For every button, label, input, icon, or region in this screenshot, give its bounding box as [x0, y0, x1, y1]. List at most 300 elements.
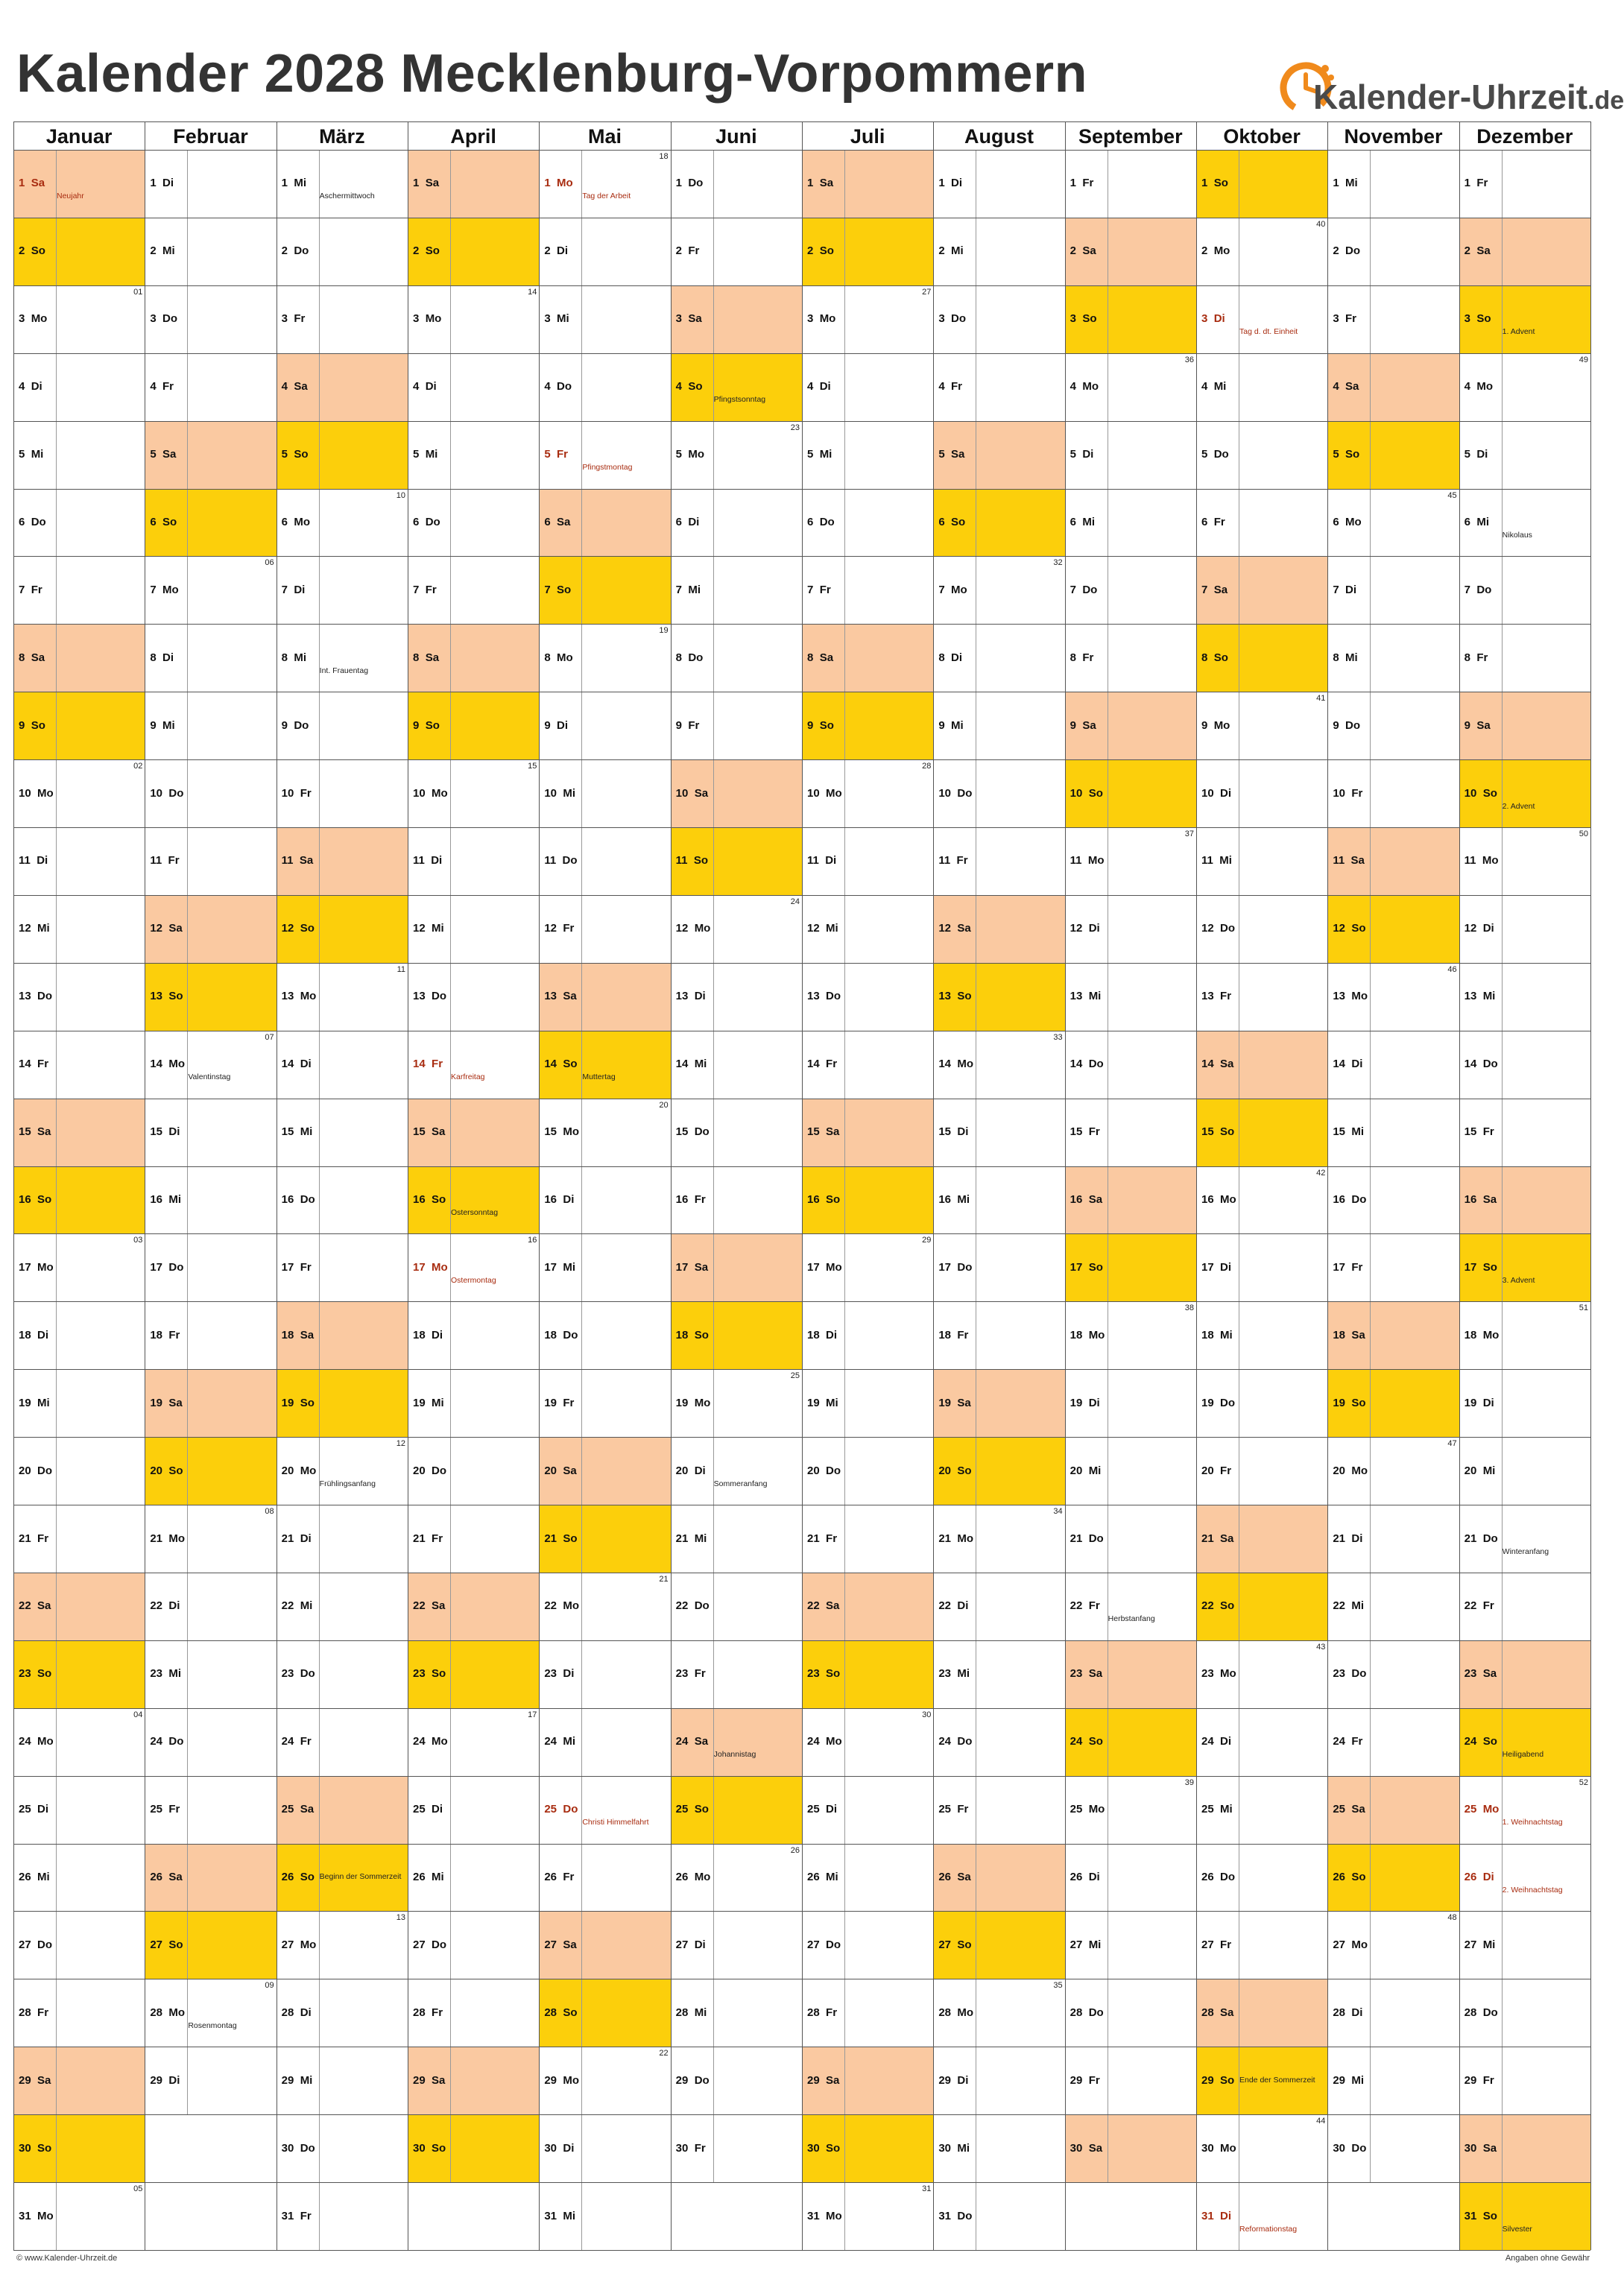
day-cell — [1460, 1845, 1590, 1912]
cell-divider — [713, 624, 714, 692]
day-cell — [1066, 896, 1196, 963]
weekday-label: Sa — [425, 651, 440, 664]
grid-row-line — [13, 353, 1590, 354]
weekday-label: Mi — [1345, 177, 1358, 190]
day-cell — [408, 1167, 539, 1234]
day-number: 26 Fr — [544, 1871, 575, 1884]
day-cell — [1066, 1370, 1196, 1437]
weekday-label: Di — [1351, 1532, 1363, 1545]
day-cell — [277, 2115, 408, 2182]
day-cell — [1328, 2047, 1459, 2114]
weekday-label: Mi — [826, 922, 838, 935]
day-cell — [803, 964, 933, 1031]
day-cell — [14, 828, 145, 895]
weekday-label: Mi — [1482, 1938, 1496, 1951]
cell-divider — [187, 827, 188, 895]
footer-copyright[interactable]: © www.Kalender-Uhrzeit.de — [16, 2254, 118, 2263]
day-cell — [1460, 692, 1590, 759]
day-number: 9 Do — [281, 718, 309, 732]
weekday-label: Fr — [1082, 651, 1094, 664]
day-number: 11 Di — [19, 854, 48, 868]
weekday-label: Mi — [1213, 380, 1227, 394]
day-note: Ostersonntag — [451, 1207, 499, 1217]
cell-divider — [450, 1573, 451, 1640]
weekday-label: Fr — [1220, 1938, 1232, 1951]
day-cell — [934, 151, 1064, 218]
cell-divider — [581, 963, 582, 1031]
day-cell — [1328, 760, 1459, 827]
day-cell — [803, 828, 933, 895]
cell-divider — [1370, 353, 1371, 421]
cell-divider — [581, 1708, 582, 1776]
cell-divider — [187, 1233, 188, 1301]
weekday-label: Mo — [37, 1260, 54, 1274]
day-number: 27 Di — [675, 1938, 706, 1951]
day-cell — [408, 828, 539, 895]
day-number: 29 Sa — [413, 2073, 446, 2087]
day-cell — [1197, 1979, 1327, 2047]
cell-divider — [1370, 1031, 1371, 1099]
month-header: Dezember — [1476, 125, 1573, 148]
weekday-label: Do — [1220, 1871, 1236, 1884]
day-number: 20 Fr — [1201, 1464, 1232, 1477]
week-number: 45 — [1447, 490, 1457, 500]
day-cell — [803, 1370, 933, 1437]
day-cell — [1328, 557, 1459, 624]
day-cell — [1066, 286, 1196, 353]
grid-column-line — [1196, 121, 1197, 2250]
weekday-label: So — [951, 515, 966, 528]
day-number: 15 Mi — [281, 1125, 313, 1139]
day-number: 31 Do — [938, 2209, 973, 2222]
cell-divider — [319, 556, 320, 624]
day-number: 9 Sa — [1069, 718, 1096, 732]
day-cell — [1328, 1845, 1459, 1912]
day-cell — [145, 1709, 276, 1776]
day-number: 24 Mo — [807, 1735, 842, 1748]
cell-divider — [1502, 1979, 1503, 2047]
day-number: 5 Sa — [938, 448, 965, 461]
weekday-label: Mi — [37, 1871, 50, 1884]
year-calendar-grid — [13, 121, 1590, 2250]
weekday-label: Di — [300, 1058, 312, 1071]
cell-divider — [450, 1099, 451, 1166]
week-number: 33 — [1053, 1032, 1063, 1042]
week-number: 09 — [265, 1981, 274, 1991]
day-cell — [803, 286, 933, 353]
day-cell — [803, 490, 933, 557]
day-number: 15 Sa — [413, 1125, 446, 1139]
cell-divider — [713, 1369, 714, 1437]
day-number: 27 Do — [19, 1938, 53, 1951]
day-cell — [672, 1438, 802, 1505]
cell-divider — [187, 1573, 188, 1640]
day-cell — [672, 896, 802, 963]
day-number: 2 So — [413, 244, 440, 258]
weekday-label: Do — [1220, 922, 1236, 935]
cell-divider — [844, 218, 845, 285]
weekday-label: Fr — [425, 583, 437, 596]
day-number: 24 Do — [150, 1735, 184, 1748]
day-number: 8 So — [1201, 651, 1228, 664]
cell-divider — [56, 1911, 57, 1979]
day-number: 22 Do — [675, 1599, 710, 1613]
day-number: 17 So — [1464, 1260, 1497, 1274]
cell-divider — [319, 150, 320, 218]
day-number: 23 Sa — [1464, 1667, 1497, 1681]
day-cell — [803, 760, 933, 827]
weekday-label: Sa — [1482, 2141, 1497, 2155]
weekday-label: Mo — [1476, 380, 1494, 394]
cell-divider — [319, 963, 320, 1031]
day-number: 13 Mi — [1069, 990, 1102, 1003]
weekday-label: So — [563, 2006, 578, 2019]
week-number: 28 — [922, 762, 932, 771]
cell-divider — [581, 1301, 582, 1369]
weekday-label: Sa — [37, 2073, 51, 2087]
weekday-label: Mi — [826, 1396, 838, 1409]
cell-divider — [713, 353, 714, 421]
day-cell — [277, 1031, 408, 1099]
weekday-label: Fr — [432, 2006, 443, 2019]
day-cell — [1460, 1302, 1590, 1369]
logo-text[interactable] — [1313, 77, 1624, 117]
day-number: 9 So — [19, 718, 45, 732]
day-number: 6 So — [938, 515, 966, 528]
weekday-label: Mo — [432, 1735, 448, 1748]
weekday-label: Mo — [1220, 1192, 1236, 1206]
cell-divider — [1370, 827, 1371, 895]
weekday-label: Mi — [300, 1599, 313, 1613]
cell-divider — [844, 1573, 845, 1640]
weekday-label: So — [1082, 312, 1097, 326]
weekday-label: Mo — [1213, 244, 1230, 258]
day-number: 3 Mo — [19, 312, 48, 326]
weekday-label: Di — [951, 177, 963, 190]
weekday-label: Sa — [1351, 1328, 1365, 1342]
weekday-label: Mo — [1087, 854, 1105, 868]
day-number: 1 Sa — [19, 177, 45, 190]
day-number: 26 Mo — [675, 1871, 711, 1884]
day-cell — [1066, 1438, 1196, 1505]
week-number: 20 — [659, 1100, 669, 1110]
cell-divider — [450, 1031, 451, 1099]
week-number: 32 — [1053, 558, 1063, 568]
cell-divider — [319, 1166, 320, 1234]
weekday-label: Di — [688, 515, 700, 528]
day-cell — [145, 218, 276, 285]
weekday-label: Mi — [826, 1871, 838, 1884]
grid-row-line — [13, 1301, 1590, 1302]
cell-divider — [713, 556, 714, 624]
day-number: 7 Di — [281, 583, 306, 596]
day-cell — [408, 1438, 539, 1505]
day-number: 18 Sa — [1333, 1328, 1365, 1342]
day-cell — [672, 2115, 802, 2182]
weekday-label: Fr — [1482, 1599, 1494, 1613]
day-cell — [1460, 1979, 1590, 2047]
day-number: 21 Fr — [807, 1532, 838, 1545]
day-cell — [934, 1777, 1064, 1844]
day-number: 10 Sa — [675, 786, 709, 800]
day-number: 5 Sa — [150, 448, 177, 461]
day-number: 20 Mi — [1464, 1464, 1496, 1477]
cell-divider — [450, 759, 451, 827]
cell-divider — [1502, 759, 1503, 827]
weekday-label: Do — [1213, 448, 1229, 461]
weekday-label: Mi — [1482, 1464, 1496, 1477]
day-cell — [14, 2047, 145, 2114]
day-cell — [408, 1777, 539, 1844]
day-cell — [672, 1099, 802, 1166]
day-number: 28 Di — [281, 2006, 312, 2019]
day-number: 20 Mi — [1069, 1464, 1102, 1477]
day-number: 15 Sa — [807, 1125, 840, 1139]
day-number: 17 Do — [150, 1260, 184, 1274]
day-cell — [540, 1438, 670, 1505]
logo-name: Kalender-Uhrzeit — [1313, 78, 1588, 116]
day-cell — [1328, 1031, 1459, 1099]
week-number: 41 — [1316, 694, 1326, 704]
weekday-label: Di — [1220, 2209, 1232, 2222]
weekday-label: Fr — [300, 2209, 312, 2222]
day-cell — [1197, 1370, 1327, 1437]
weekday-label: Do — [826, 1938, 841, 1951]
cell-divider — [1370, 556, 1371, 624]
cell-divider — [844, 285, 845, 353]
cell-divider — [187, 1505, 188, 1573]
weekday-label: So — [1220, 2073, 1235, 2087]
weekday-label: So — [826, 1667, 841, 1681]
weekday-label: Do — [37, 1464, 53, 1477]
day-number: 7 Mo — [938, 583, 967, 596]
cell-divider — [1502, 1301, 1503, 1369]
day-cell — [803, 1777, 933, 1844]
cell-divider — [56, 1166, 57, 1234]
weekday-label: Di — [168, 2073, 180, 2087]
day-cell — [1460, 1709, 1590, 1776]
weekday-label: Sa — [826, 1599, 840, 1613]
weekday-label: Di — [1351, 1058, 1363, 1071]
cell-divider — [319, 2182, 320, 2250]
week-number: 17 — [528, 1710, 537, 1719]
weekday-label: Do — [957, 786, 973, 800]
weekday-label: So — [1220, 1599, 1235, 1613]
day-cell — [408, 1573, 539, 1640]
weekday-label: Mi — [951, 718, 964, 732]
cell-divider — [187, 1166, 188, 1234]
day-number: 26 Sa — [938, 1871, 971, 1884]
day-number: 1 Mi — [1333, 177, 1358, 190]
weekday-label: Mi — [694, 1532, 707, 1545]
day-cell — [277, 1709, 408, 1776]
day-cell — [408, 1234, 539, 1301]
day-number: 19 Fr — [544, 1396, 575, 1409]
day-cell — [1066, 1167, 1196, 1234]
weekday-label: Sa — [694, 1260, 709, 1274]
cell-divider — [581, 1844, 582, 1912]
day-cell — [277, 1302, 408, 1369]
day-number: 22 Mi — [1333, 1599, 1365, 1613]
day-number: 14 Di — [281, 1058, 312, 1071]
day-cell — [1328, 828, 1459, 895]
day-cell — [540, 1302, 670, 1369]
cell-divider — [1370, 218, 1371, 285]
weekday-label: Do — [1345, 718, 1361, 732]
day-number: 17 So — [1069, 1260, 1103, 1274]
weekday-label: Fr — [1082, 177, 1094, 190]
day-number: 7 Fr — [19, 583, 42, 596]
day-number: 19 Mo — [675, 1396, 711, 1409]
weekday-label: So — [957, 990, 972, 1003]
cell-divider — [450, 150, 451, 218]
day-number: 15 Di — [150, 1125, 180, 1139]
day-number: 25 Do — [544, 1803, 578, 1816]
week-number: 46 — [1447, 964, 1457, 974]
day-number: 12 Fr — [544, 922, 575, 935]
week-number: 22 — [659, 2049, 669, 2058]
day-cell — [14, 557, 145, 624]
weekday-label: Do — [1220, 1396, 1236, 1409]
day-number: 4 Mo — [1464, 380, 1494, 394]
day-number: 26 Sa — [150, 1871, 183, 1884]
cell-divider — [56, 1437, 57, 1505]
day-number: 22 Sa — [413, 1599, 446, 1613]
cell-divider — [581, 1437, 582, 1505]
day-cell — [408, 1709, 539, 1776]
weekday-label: Fr — [826, 1532, 838, 1545]
day-number: 7 Fr — [807, 583, 831, 596]
cell-divider — [319, 1844, 320, 1912]
day-number: 24 Sa — [675, 1735, 709, 1748]
day-cell — [1197, 422, 1327, 489]
day-cell — [934, 218, 1064, 285]
day-number: 28 Do — [1069, 2006, 1104, 2019]
weekday-label: So — [300, 1871, 315, 1884]
day-cell — [672, 151, 802, 218]
weekday-label: Mo — [37, 786, 54, 800]
day-number: 8 Di — [938, 651, 963, 664]
day-cell — [1066, 828, 1196, 895]
day-cell — [934, 760, 1064, 827]
day-cell — [1197, 286, 1327, 353]
weekday-label: Do — [1351, 1667, 1367, 1681]
weekday-label: So — [1213, 651, 1228, 664]
day-cell — [408, 354, 539, 421]
cell-divider — [187, 1369, 188, 1437]
grid-row-line — [13, 624, 1590, 625]
week-number: 08 — [265, 1507, 274, 1517]
grid-row-line — [13, 421, 1590, 422]
week-number: 35 — [1053, 1981, 1063, 1991]
weekday-label: Fr — [37, 1532, 49, 1545]
weekday-label: Mo — [1088, 1803, 1105, 1816]
day-cell — [1460, 2047, 1590, 2114]
day-number: 2 Sa — [1069, 244, 1096, 258]
day-cell — [803, 1234, 933, 1301]
day-cell — [934, 896, 1064, 963]
weekday-label: Fr — [563, 1871, 575, 1884]
day-cell — [408, 1979, 539, 2047]
day-cell — [672, 1505, 802, 1573]
weekday-label: Fr — [300, 1260, 312, 1274]
day-cell — [145, 1505, 276, 1573]
weekday-label: Fr — [1351, 786, 1363, 800]
day-number: 20 Do — [807, 1464, 841, 1477]
week-number: 14 — [528, 287, 537, 297]
day-number: 7 Mi — [675, 583, 701, 596]
day-cell — [803, 1505, 933, 1573]
cell-divider — [1370, 1099, 1371, 1166]
day-number: 30 Do — [1333, 2141, 1367, 2155]
day-number: 18 Mo — [1069, 1328, 1105, 1342]
weekday-label: Mo — [557, 651, 573, 664]
weekday-label: Do — [162, 312, 178, 326]
day-number: 11 So — [675, 854, 709, 868]
cell-divider — [319, 1099, 320, 1166]
day-note: 3. Advent — [1502, 1275, 1535, 1285]
day-cell — [14, 1709, 145, 1776]
weekday-label: Do — [688, 651, 704, 664]
weekday-label: Do — [688, 177, 704, 190]
grid-row-line — [13, 895, 1590, 896]
day-cell — [672, 828, 802, 895]
cell-divider — [844, 1301, 845, 1369]
cell-divider — [319, 1640, 320, 1708]
day-note: Nikolaus — [1502, 530, 1532, 540]
day-number: 26 Mi — [807, 1871, 838, 1884]
day-cell — [1197, 625, 1327, 692]
weekday-label: Mi — [1476, 515, 1490, 528]
weekday-label: Sa — [1088, 1667, 1103, 1681]
day-number: 25 Di — [413, 1803, 443, 1816]
cell-divider — [1370, 1979, 1371, 2047]
day-cell — [1328, 286, 1459, 353]
week-number: 21 — [659, 1574, 669, 1584]
weekday-label: Mi — [300, 1125, 313, 1139]
day-cell — [277, 557, 408, 624]
day-cell — [145, 1912, 276, 1979]
day-cell — [672, 422, 802, 489]
day-number: 21 Mo — [150, 1532, 186, 1545]
cell-divider — [187, 963, 188, 1031]
day-number: 23 Mo — [1201, 1667, 1236, 1681]
cell-divider — [1502, 2047, 1503, 2114]
weekday-label: Fr — [826, 2006, 838, 2019]
day-number: 10 Fr — [1333, 786, 1363, 800]
weekday-label: Do — [563, 1328, 578, 1342]
day-number: 20 Do — [413, 1464, 447, 1477]
day-number: 16 Do — [281, 1192, 315, 1206]
weekday-label: Mo — [563, 1599, 580, 1613]
weekday-label: Fr — [168, 854, 180, 868]
cell-divider — [1370, 1844, 1371, 1912]
weekday-label: Fr — [951, 380, 963, 394]
weekday-label: Sa — [688, 312, 702, 326]
weekday-label: Mi — [957, 1667, 970, 1681]
day-cell — [1066, 354, 1196, 421]
day-number: 23 Sa — [1069, 1667, 1103, 1681]
day-number: 17 Sa — [675, 1260, 709, 1274]
day-cell — [14, 2183, 145, 2250]
day-cell — [408, 422, 539, 489]
day-note: 1. Weihnachtstag — [1502, 1818, 1563, 1827]
weekday-label: Mi — [162, 244, 175, 258]
day-cell — [408, 1302, 539, 1369]
day-cell — [540, 354, 670, 421]
day-number: 8 Do — [675, 651, 704, 664]
day-cell — [934, 1845, 1064, 1912]
